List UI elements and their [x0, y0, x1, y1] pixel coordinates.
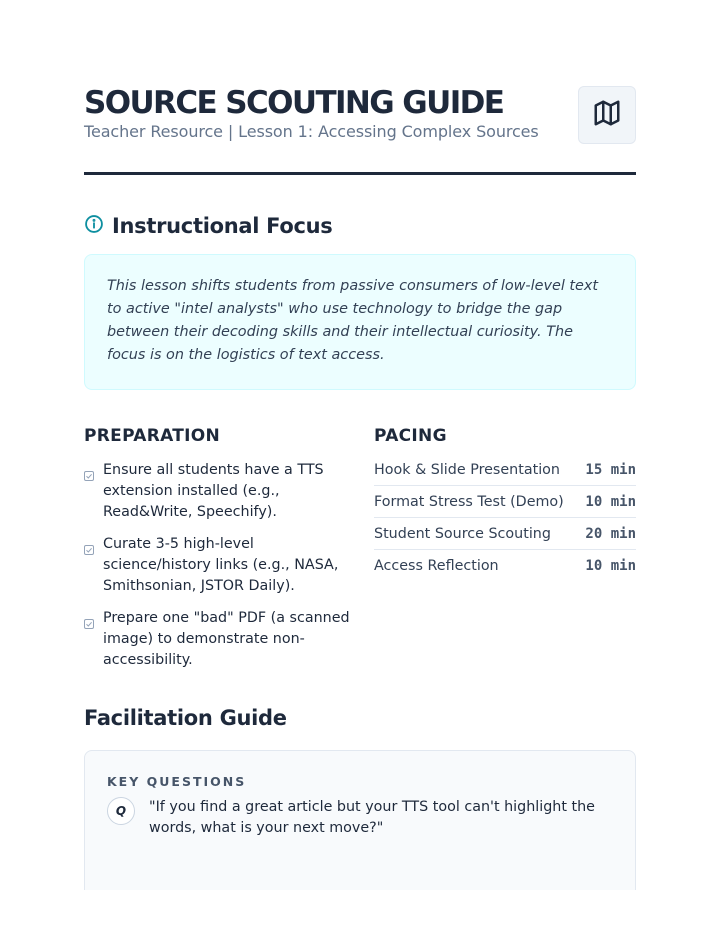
pacing-heading: PACING: [374, 426, 447, 446]
info-icon: [84, 214, 104, 238]
pacing-time: 10 min: [585, 558, 636, 574]
pacing-table: [374, 454, 636, 582]
pacing-activity: Hook & Slide Presentation: [374, 461, 560, 478]
preparation-item-text: Prepare one "bad" PDF (a scanned image) to demonstrate non-accessibility.: [103, 610, 350, 668]
instructional-focus-title: Instructional Focus: [112, 214, 333, 238]
checkbox-icon: [84, 615, 94, 625]
page-header: [84, 84, 636, 176]
facilitation-box: [84, 750, 636, 900]
instructional-focus-box: [84, 254, 636, 390]
question-badge: Q: [107, 797, 135, 825]
preparation-item-text: Ensure all students have a TTS extension installed (e.g., Read&Write, Speechify).: [103, 462, 324, 520]
instructional-focus-text: This lesson shifts students from passive consumers of low-level text to active "intel analysts" who use technology to bridge the gap between their decoding skills and their intellectual curiosity. The focus is on the logistics of text access.: [107, 278, 599, 363]
table-row: [374, 550, 636, 582]
preparation-heading: PREPARATION: [84, 426, 221, 446]
pacing-time: 20 min: [585, 525, 636, 542]
pacing-activity: Student Source Scouting: [374, 525, 551, 542]
facilitation-heading: Facilitation Guide: [84, 706, 287, 730]
map-icon: [592, 98, 622, 132]
table-row: [374, 518, 636, 550]
page-subtitle: Teacher Resource | Lesson 1: Accessing Complex Sources: [84, 122, 539, 141]
instructional-focus-heading: [84, 210, 332, 242]
page-title: SOURCE SCOUTING GUIDE: [84, 85, 504, 121]
preparation-item-text: Curate 3-5 high-level science/history links (e.g., NASA, Smithsonian, JSTOR Daily).: [103, 536, 339, 594]
table-row: [374, 454, 636, 486]
checkbox-icon: [84, 541, 94, 551]
table-row: [374, 486, 636, 518]
preparation-list: [84, 460, 354, 682]
checkbox-icon: [84, 467, 94, 477]
header-divider: [84, 172, 636, 175]
map-badge: [578, 86, 636, 144]
pacing-time: 10 min: [585, 493, 636, 510]
pacing-activity: Format Stress Test (Demo): [374, 493, 564, 510]
list-item: [84, 608, 354, 671]
page-bottom-cutoff: [0, 890, 720, 932]
pacing-activity: Access Reflection: [374, 558, 499, 574]
pacing-time: 15 min: [585, 461, 636, 478]
list-item: [84, 534, 354, 597]
list-item: [84, 460, 354, 523]
key-question-text: "If you find a great article but your TTS tool can't highlight the words, what is your next move?": [149, 799, 595, 836]
key-questions-label: KEY QUESTIONS: [107, 774, 247, 789]
